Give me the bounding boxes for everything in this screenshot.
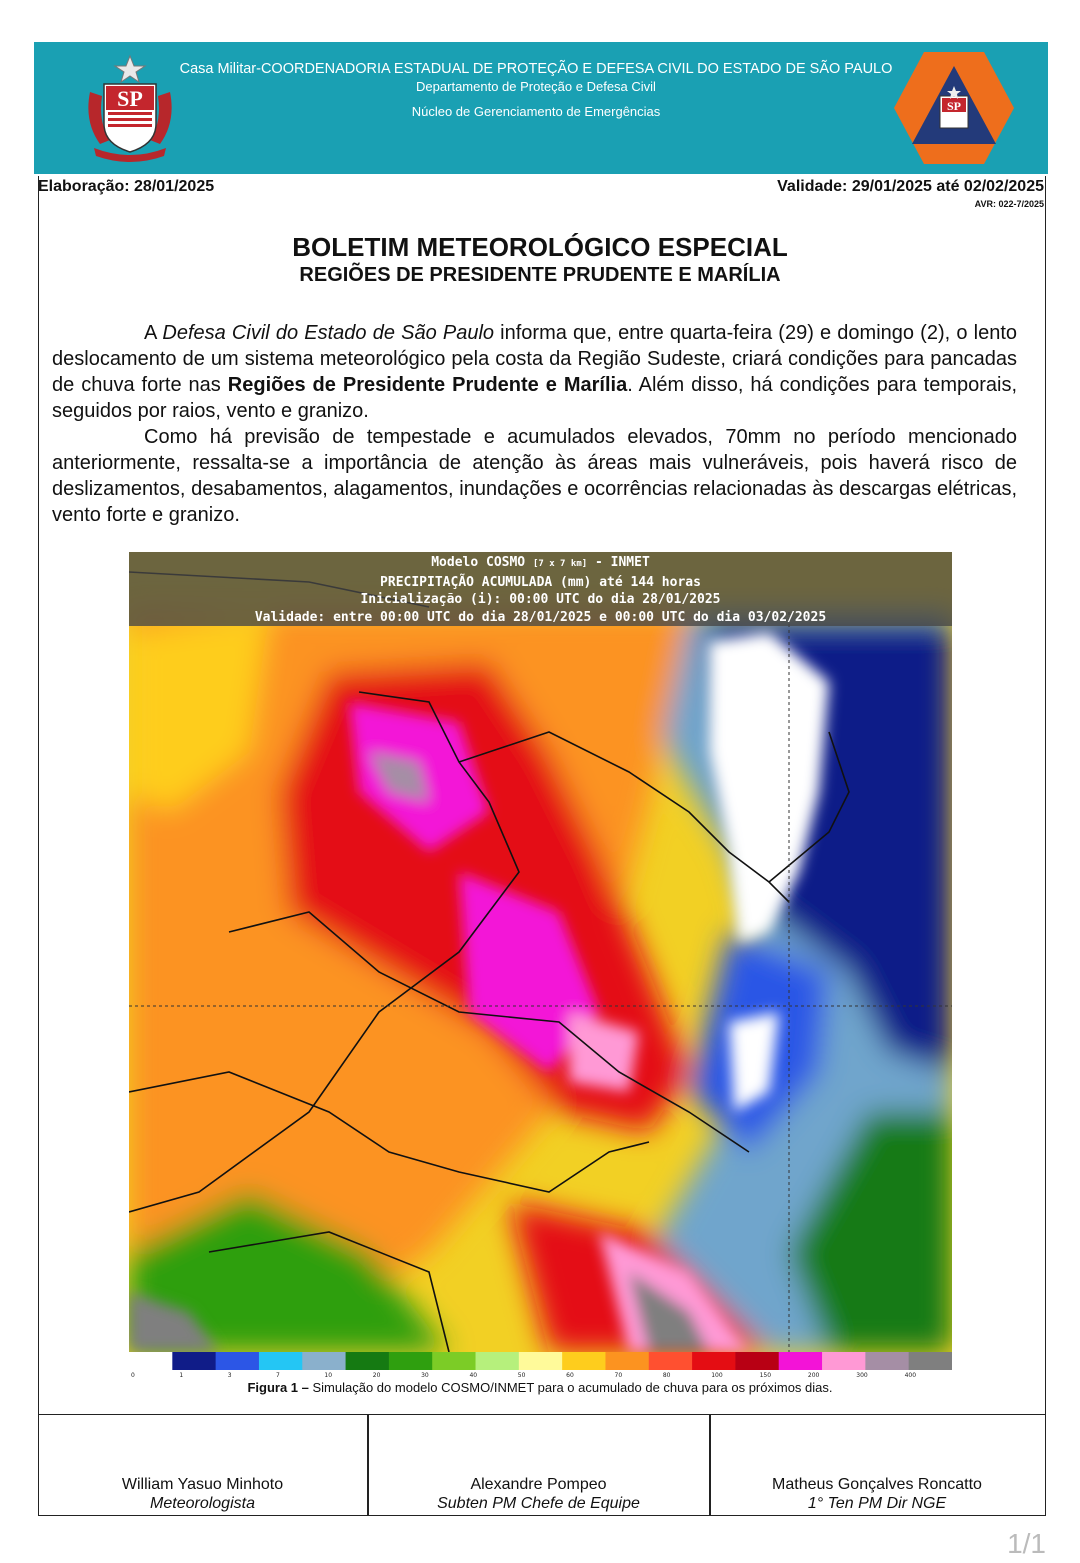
colorbar-tick-label: 300 <box>856 1372 868 1378</box>
colorbar-swatch <box>649 1352 693 1370</box>
colorbar-tick-label: 20 <box>372 1372 381 1378</box>
signature-cell-3 <box>710 1415 1044 1515</box>
colorbar-tick-label: 100 <box>711 1372 723 1378</box>
colorbar-swatch <box>302 1352 346 1370</box>
colorbar-swatch <box>519 1352 563 1370</box>
header-text-block <box>164 60 908 121</box>
colorbar-swatch <box>562 1352 606 1370</box>
signer-name: Matheus Gonçalves Roncatto <box>772 1476 982 1493</box>
p1-text-c: informa que, entre quarta-feira (29) e domingo (2), o lento deslocamento de um sistema meteorológico pela costa da Região Sudeste, criará condições para pancadas de chuva forte nas <box>52 322 1017 396</box>
colorbar-swatch <box>692 1352 736 1370</box>
caption-label: Figura 1 – <box>247 1380 309 1395</box>
svg-text:SP: SP <box>946 99 962 113</box>
elaboration-date: Elaboração: 28/01/2025 <box>38 178 215 195</box>
colorbar-swatch <box>476 1352 520 1370</box>
p1-text-e: . Além disso, há condições para temporais, seguidos por raios, vento e granizo. <box>52 374 1018 422</box>
colorbar-swatch <box>865 1352 909 1370</box>
signer-role: Subten PM Chefe de Equipe <box>437 1495 640 1512</box>
colorbar-swatch <box>735 1352 779 1370</box>
paragraph-1 <box>52 320 1017 424</box>
defesa-civil-logo <box>892 50 1016 166</box>
colorbar-swatch <box>432 1352 476 1370</box>
colorbar-swatch <box>909 1352 952 1370</box>
page-number: 1/1 <box>1007 1528 1046 1559</box>
p1-bold-regions: Regiões de Presidente Prudente e Marília <box>227 374 628 396</box>
colorbar-tick-label: 150 <box>759 1372 772 1378</box>
header-line-3: Núcleo de Gerenciamento de Emergências <box>411 104 661 119</box>
caption-text: Simulação do modelo COSMO/INMET para o acumulado de chuva para os próximos dias. <box>308 1380 833 1395</box>
header-line-1: Casa Militar-COORDENADORIA ESTADUAL DE PROTEÇÃO E DEFESA CIVIL DO ESTADO DE SÃO PAULO <box>179 61 893 77</box>
colorbar-tick-label: 70 <box>614 1372 623 1378</box>
colorbar-tick-label: 7 <box>276 1372 280 1378</box>
colorbar-tick-label: 1 <box>179 1372 184 1378</box>
validity-period: Validade: 29/01/2025 até 02/02/2025 <box>777 178 1044 195</box>
colorbar-tick-label: 30 <box>421 1372 429 1378</box>
map-header-overlay <box>129 552 952 626</box>
svg-text:SP: SP <box>117 86 143 111</box>
colorbar-swatch <box>389 1352 433 1370</box>
precipitation-map <box>129 552 952 1378</box>
precipitation-map-image <box>129 552 952 1378</box>
map-header-line-4: Validade: entre 00:00 UTC do dia 28/01/2025 e 00:00 UTC do dia 03/02/2025 <box>254 609 827 625</box>
colorbar-tick-label: 50 <box>517 1372 526 1378</box>
signature-table <box>38 1414 1046 1516</box>
colorbar-swatch <box>216 1352 260 1370</box>
precipitation-colorbar <box>129 1352 952 1378</box>
map-header-line-2: PRECIPITAÇÃO ACUMULADA (mm) até 144 horas <box>380 574 701 590</box>
colorbar-swatch <box>259 1352 303 1370</box>
signer-role: 1° Ten PM Dir NGE <box>807 1495 947 1512</box>
colorbar-tick-label: 10 <box>324 1372 333 1378</box>
bulletin-title: BOLETIM METEOROLÓGICO ESPECIAL <box>292 232 788 262</box>
signer-name: William Yasuo Minhoto <box>121 1476 284 1493</box>
colorbar-tick-label: 80 <box>662 1372 671 1378</box>
colorbar-swatch <box>605 1352 649 1370</box>
colorbar-swatch <box>346 1352 390 1370</box>
colorbar-swatch <box>129 1352 173 1370</box>
colorbar-swatch <box>172 1352 216 1370</box>
signature-cell-1 <box>38 1415 367 1515</box>
model-source: - INMET <box>587 555 650 570</box>
colorbar-tick-label: 60 <box>566 1372 574 1378</box>
colorbar-tick-label: 400 <box>904 1372 917 1378</box>
colorbar-tick-label: 3 <box>227 1372 232 1378</box>
signer-role: Meteorologista <box>150 1495 255 1512</box>
colorbar-tick-label: 40 <box>469 1372 478 1378</box>
bulletin-body <box>52 320 1017 528</box>
figure-caption <box>40 1380 1040 1395</box>
header-line-2: Departamento de Proteção e Defesa Civil <box>416 79 656 94</box>
signature-cell-2 <box>368 1415 709 1515</box>
colorbar-swatch <box>779 1352 823 1370</box>
p1-emphasis-defesa-civil: Defesa Civil do Estado de São Paulo <box>162 322 495 344</box>
paragraph-2: Como há previsão de tempestade e acumulados elevados, 70mm no período mencionado anteriormente, ressalta-se a importância de atenção às áreas mais vulneráveis, pois haverá risco de deslizamentos, desabamentos, alagamentos, inundações e ocorrências relacionadas às descargas elétricas, vento forte e granizo. <box>52 426 1017 526</box>
colorbar-swatch <box>822 1352 866 1370</box>
colorbar-tick-label: 0 <box>131 1372 135 1378</box>
avr-code: AVR: 022-7/2025 <box>974 199 1044 209</box>
model-name: Modelo COSMO <box>431 555 533 570</box>
signer-name: Alexandre Pompeo <box>470 1476 607 1493</box>
map-header-line-1 <box>129 554 952 574</box>
bulletin-subtitle: REGIÕES DE PRESIDENTE PRUDENTE E MARÍLIA <box>299 264 781 286</box>
model-resolution: [7 x 7 km] <box>532 559 588 569</box>
header-band <box>34 42 1048 174</box>
p1-text-a: A <box>144 322 163 344</box>
colorbar-tick-label: 200 <box>807 1372 820 1378</box>
map-header-line-3: Inicialização (i): 00:00 UTC do dia 28/01/2025 <box>360 592 721 607</box>
